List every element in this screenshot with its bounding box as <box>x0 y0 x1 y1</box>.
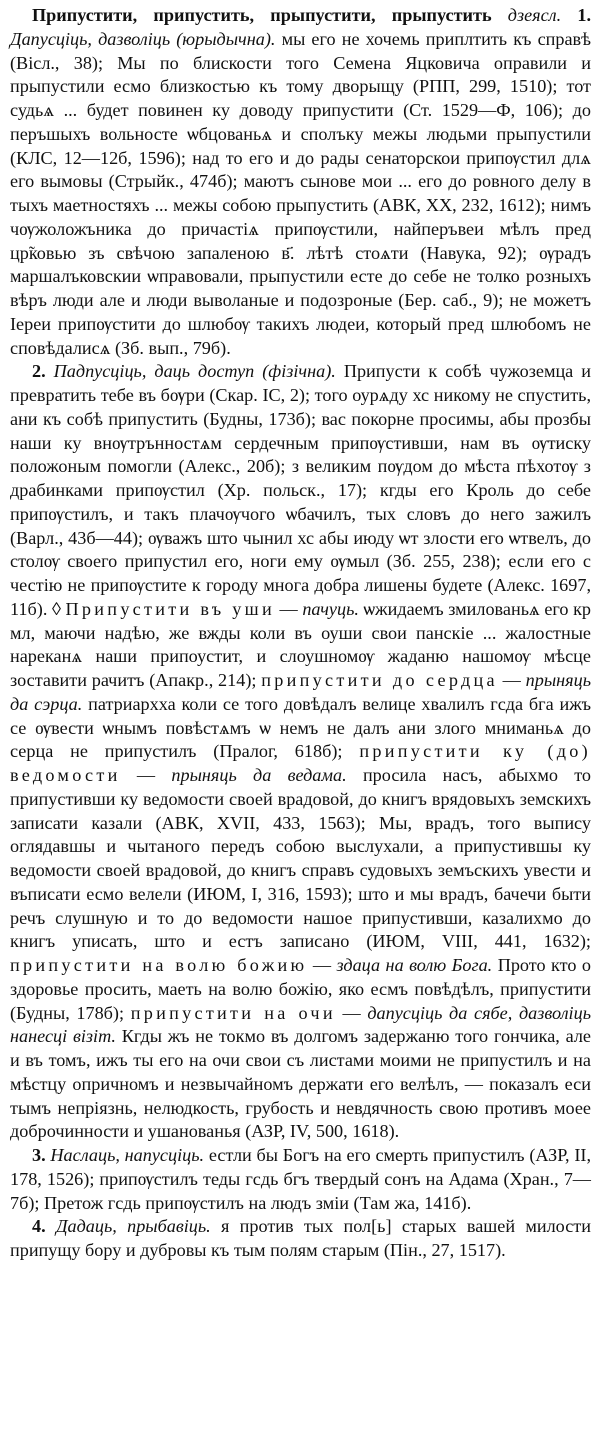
sense-number: 3. <box>32 1145 46 1165</box>
phrase: Припустити въ уши <box>65 598 275 619</box>
phrase-gloss: прыняць да ведама. <box>171 765 347 785</box>
sense-gloss: Дапусціць, дазволіць (юрыдычна). <box>10 28 276 49</box>
phrase-citations: ѡжидаемъ змилованьѧ его кр мл, маючи надѣю, же вжды коли въ оуши свои панскіе ... жалостные нареканѧ наши припоустит, и слоушномѹ жаданю нашомѹ мѣсце зоставити рачитъ (Апакр., 214); <box>10 598 591 690</box>
part-of-speech: дзеясл. <box>507 5 562 25</box>
sense-citations: мы его не хочемь приплтить къ справѣ (Вісл., 38); Мы по блискости того Семена Яцковича оправили и прыпустили есмо близкостью къ тому дворыщу (РПП, 299, 1510); тот судьѧ ... будет повинен ку доводу припустити (Ст. 1529—Ф, 106); до перъшыхъ вольносте ѡбцованьѧ и сполъку межы людьми прыпустили (КЛС, 12—12б, 1596); над то его и до рады сенаторскои припѹстил длѧ его вымовы (Стрыйк., 474б); маютъ сынове мои ... его до ровного делу в тыхъ маетностяхъ ... межы собою прыпустить (АВК, XX, 232, 1612); нимъ чѹжоложъника до причастіѧ припѹстили, найперъвеи мѣлъ пред цр̃ковью зъ свѣчою запаленою в҃. лѣтѣ стоѧти (Навука, 92); ѹрадъ маршалъковскии ѡправовали, прыпустили есте до себе не толко розныхъ вѣръ люди але и люди выволаные и подозроные (Бер. саб., 9); не можетъ Іереи припѹстити до шлюбѹ такихъ людеи, который пред шлюбомъ не сповѣдалисѧ (Зб. вып., 79б). <box>10 28 591 358</box>
sense-4 <box>10 1215 591 1263</box>
sense-gloss: Дадаць, прыбавіць. <box>55 1216 211 1237</box>
phrase: припустити ку (до) ведомости <box>10 741 591 785</box>
sense-number: 1. <box>577 5 591 25</box>
phrase-citations: Прото кто о здоровье просить, маеть на волю божію, яко есмъ повѣдѣлъ, припустити (Будны, 178б); <box>10 955 591 1023</box>
sense-citations: естли бы Богъ на его смерть припустилъ (АЗР, II, 178, 1526); припѹстилъ теды гсдь бгъ твердый сонъ на Адама (Хран., 7—7б); Претож гсдь припѹстилъ на людъ зміи (Там жа, 141б). <box>10 1145 592 1213</box>
sense-citations: Припусти к собѣ чужоземца и превратить тебе въ бѹри (Скар. ІС, 2); того оурѧду хс никому не спустить, ани къ собѣ припустить (Будны, 173б); вас покорне просимы, абы прозбы наши ку внѹтрънностѧм сердечным припѹстивши, нам въ ѹтиску положоным помогли (Алекс., 20б); з великим пѹдом до мѣста пѣхотѹ з драбинками припѹстил (Хр. польск., 17); кгды его Кроль до себе припѹстилъ, и такъ плачѹчого ѡбачилъ, тых словъ до него зажилъ (Варл., 43б—44); ѹважъ што чынил хс абы июду ѡт злости его ѡтвелъ, до столѹ своего припустил его, ноги ему ѹмыл (Зб. 255, 238); если его с честію не припѹстите к городу многа добра лишены будете (Алекс. 1697, 11б). ◊ <box>10 361 591 619</box>
sense-citations: я против тых пол[ь] старых вашей милости припущу бору и дубровы къ тым полям старым (Пін., 27, 1517). <box>10 1216 591 1260</box>
phrase: припустити на очи <box>130 1002 336 1023</box>
sense-number: 2. <box>32 361 46 382</box>
phrase-citations: просила насъ, абыхмо то припустивши ку ведомости своей врадовой, до книгъ врядовыхъ земскихъ записати казали (АВК, XVII, 433, 1563); Мы, врадъ, того выпису оглядавшы и чытаного передъ собою выслухали, а припустившы ку ведомости своей врадовой, до книгъ справъ судовыхъ земъскихъ увести и въписати есмо велели (ИЮМ, I, 316, 1593); што и мы врадъ, бачечи быти речъ слушную и то до ведомости нашое припустивши, казалихмо до книгъ уписать, што и естъ записано (ИЮМ, VIII, 441, 1632); <box>10 765 592 952</box>
phrase-gloss: здаца на волю Бога. <box>336 955 493 975</box>
headword: Припустити, припустить, прыпустити, прыпустить <box>32 5 492 25</box>
phrase-gloss: пачуць. <box>302 598 359 619</box>
phrase: припустити на волю божию <box>10 955 308 975</box>
phrase-citations: патриархха коли се того довѣдалъ велице хвалилъ гсда бга ижъ се ѹвести ѡнымъ повѣстѧмъ ѡ немъ не далъ ани злого мниманьѧ до серца не припустилъ (Пралог, 618б); <box>10 693 592 762</box>
sense-number: 4. <box>32 1216 46 1237</box>
sense-2: 2. Падпусціць, даць доступ (фізічна). Припусти к собѣ чужоземца и превратить тебе въ бѹри (Скар. ІС, 2); того оурѧду хс никому не спустить, ани къ собѣ припустить (Будны, 173б); вас покорне просимы, абы прозбы наши ку внѹтрънностѧм сердечным припѹстивши, нам въ ѹтиску положоным помогли (Алекс., 20б); з великим пѹдом до мѣста пѣхотѹ з драбинками припѹстил (Хр. польск., 17); кгды его Кроль до себе припѹстилъ, и такъ плачѹчого ѡбачилъ, тых словъ до него зажилъ (Варл., 43б—44); ѹважъ што чынил хс абы июду ѡт злости его ѡтвелъ, до столѹ своего припустил его, ноги ему ѹмыл (Зб. 255, 238); если его с честію не припѹстите к городу многа добра лишены будете (Алекс. 1697, 11б). ◊ Припустити въ уши — пачуць. ѡжидаемъ змилованьѧ его кр мл, маючи надѣю, же вжды коли въ оуши свои панскіе ... жалостные нареканѧ наши припоустит, и слоушномѹ жаданю нашомѹ мѣсце зоставити рачитъ (Апакр., 214); припустити до сердца — прыняць да сэрца. патриархха коли се того довѣдалъ велице хвалилъ гсда бга ижъ се ѹвести ѡнымъ повѣстѧмъ ѡ немъ не далъ ани злого мниманьѧ до серца не припустилъ (Пралог, 618б); припустити ку (до) ведомости — прыняць да ведама. просила насъ, абыхмо то припустивши ку ведомости своей врадовой, до книгъ врядовыхъ земскихъ записати казали (АВК, XVII, 433, 1563); Мы, врадъ, того выпису оглядавшы и чытаного передъ собою выслухали, а припустившы ку ведомости своей врадовой, до книгъ справъ судовыхъ земъскихъ увести и въписати есмо велели (ИЮМ, I, 316, 1593); што и мы врадъ, бачечи быти речъ слушную и то до ведомости нашое припустивши, казалихмо до книгъ уписать, што и естъ записано (ИЮМ, VIII, 441, 1632); припустити на волю божию — здаца на волю Бога. Прото кто о здоровье просить, маеть на волю божію, яко есмъ повѣдѣлъ, припустити (Будны, 178б); припустити на очи — дапусціць да сябе, дазволіць нанесці візіт. Кгды жъ не токмо въ долгомъ задержаню того гончика, але и въ томъ, ижъ ты его на очи свои съ листами моими не припустилъ и на мѣстцу опричномъ и незвычайномъ держати его велѣлъ, — показалъ еси тымъ непріязнь, нелюдкость, грубость и невдячность свою противъ моее доброчинности и ушанованья (АЗР, IV, 500, 1618). <box>10 361 592 1142</box>
sense-3 <box>10 1144 591 1215</box>
phrase-gloss: прыняць да сэрца. <box>10 670 592 714</box>
phrase-citations: Кгды жъ не токмо въ долгомъ задержаню того гончика, але и въ томъ, ижъ ты его на очи свои съ листами моими не припустилъ и на мѣстцу опричномъ и незвычайномъ держати его велѣлъ, — показалъ еси тымъ непріязнь, нелюдкость, грубость и невдячность свою противъ моее доброчинности и ушанованья (АЗР, IV, 500, 1618). <box>10 1026 592 1142</box>
sense-gloss: Наслаць, напусціць. <box>50 1145 205 1165</box>
sense-1 <box>10 4 591 360</box>
phrase: припустити до сердца <box>261 670 498 690</box>
sense-gloss: Падпусціць, даць доступ (фізічна). <box>53 361 336 382</box>
phrase-gloss: дапусціць да сябе, дазволіць нанесці візіт. <box>10 1002 591 1047</box>
